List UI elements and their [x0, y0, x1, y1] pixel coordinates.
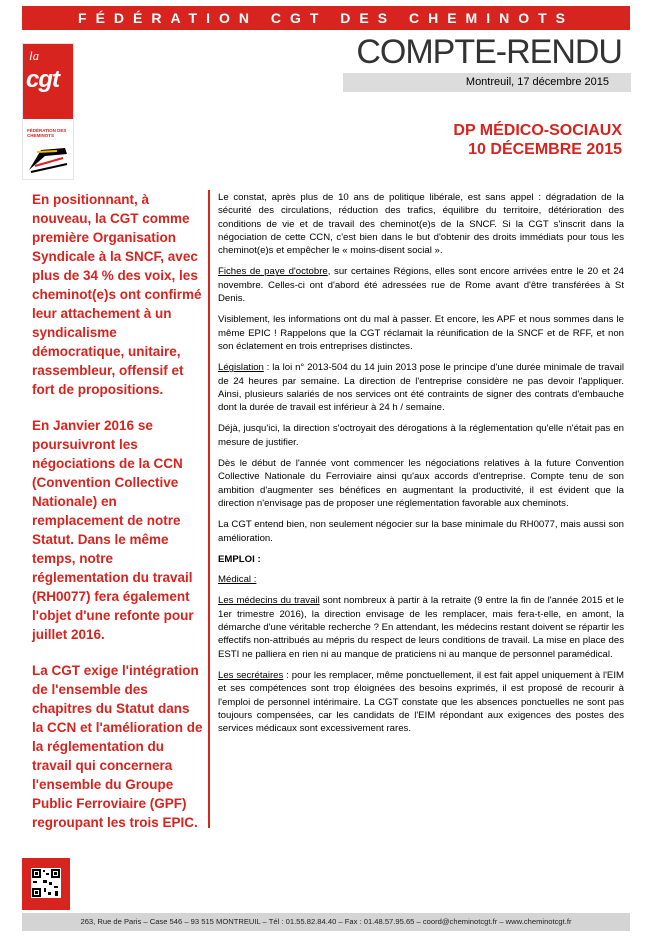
summary-paragraph-3: La CGT exige l'intégration de l'ensemble des chapitres du Statut dans la CCN et l'amélioration de la réglementation du travail qui concernera l'ensemble du Groupe Public Ferroviaire (GPF) regroupant les trois EPIC. — [32, 663, 203, 830]
document-title: COMPTE-RENDU — [356, 33, 622, 71]
medecins-label: Les médecins du travail — [218, 595, 320, 607]
document-date: Montreuil, 17 décembre 2015 — [343, 73, 631, 92]
left-summary-column — [32, 190, 204, 849]
body-paragraph-visiblement: Visiblement, les informations ont du mal à passer. Et encore, les APF et nous sommes dans le même EPIC ! Rappelons que la CGT réclamait la réunification de la SNCF et de RFF, et non son éclatement en trois entreprises distinctes. — [218, 314, 624, 352]
section-heading-emploi: EMPLOI : — [218, 553, 261, 565]
railway-emblem-icon — [27, 144, 69, 174]
subsection-heading-medical: Médical : — [218, 574, 257, 586]
cgt-logo — [22, 43, 74, 180]
fiches-text: , sur certaines Régions, elles sont encore arrivées entre le 20 et 24 novembre. Celles-ci ont d'abord été adressées rue de Rome avant d'être transférées à St Denis. — [218, 266, 624, 305]
summary-paragraph-2: En Janvier 2016 se poursuivront les négociations de la CCN (Convention Collective Nationale) en remplacement de notre Statut. Dans le même temps, notre réglementation du travail (RH0077) fera également l'objet d'une refonte pour juillet 2016. — [32, 418, 194, 642]
legislation-label: Législation — [218, 362, 264, 374]
secretaires-label: Les secrétaires — [218, 669, 284, 681]
body-paragraph-fiches — [218, 265, 624, 305]
medecins-text: sont nombreux à partir à la retraite (9 entre la fin de l'année 2015 et le 1er trimestre 2016), la direction envisage de les remplacer, mais fera-t-elle, en amont, la démarche d'une véritable recherche ? En attendant, les médecins restant doivent se répartir les effectifs non-attribués au mépris du respect de leurs conditions de travail. La mise en place des ESTI ne palliera en rien ni au manque de praticiens ni au manque de personnel paramédical. — [218, 595, 624, 660]
legislation-text: : la loi n° 2013-504 du 14 juin 2013 pose le principe d'une durée minimale de travail de 24 heures par semaine. La direction de l'entreprise considère ne pas devoir l'appliquer. Ainsi, plusieurs salariés de nos services ont été contraints de signer des contrats d'embauche dont la durée de travail est inférieur à 24 h / semaine. — [218, 362, 624, 414]
secretaires-text: : pour les remplacer, même ponctuellement, il est fait appel uniquement à l'EIM et ses compétences sont trop éloignées des besoins exprimés, il est proposé de recourir à l'emploi de personnel intérimaire. La CGT constate que les absences ponctuelles ne sont pas toujours compensées, car les candidats de l'EIM répondant aux exigences des postes des services médicaux sont excessivement rares. — [218, 669, 624, 735]
logo-la-text: la — [29, 48, 40, 63]
body-paragraph-secretaires — [218, 669, 624, 735]
federation-banner: FÉDÉRATION CGT DES CHEMINOTS — [22, 6, 630, 30]
logo-federation-text: FÉDÉRATION DES CHEMINOTS — [27, 128, 67, 138]
body-paragraph-rh0077: La CGT entend bien, non seulement négocier sur la base minimale du RH0077, mais aussi son amélioration. — [218, 519, 624, 544]
qr-code-icon — [22, 858, 70, 910]
logo-cgt-text: cgt — [26, 66, 59, 93]
subject-line-1: DP MÉDICO-SOCIAUX — [453, 122, 622, 139]
body-paragraph-medecins — [218, 594, 624, 660]
meeting-subject — [360, 121, 622, 159]
main-body-column — [218, 191, 624, 743]
fiches-label: Fiches de paye d'octobre — [218, 266, 328, 278]
body-paragraph-constat: Le constat, après plus de 10 ans de politique libérale, est sans appel : dégradation de la sécurité des circulations, réduction des trafics, équilibre du territoire, détérioration des conditions de vie et de travail des cheminot(e)s de la SNCF. Si la CGT s'inscrit dans la négociation de cette CCN, c'est bien dans le but d'obtenir des droits immédiats pour tous les cheminot(e)s et empêcher le « moins-disent social ». — [218, 192, 624, 257]
column-divider — [208, 190, 210, 828]
body-paragraph-derogations: Déjà, jusqu'ici, la direction s'octroyait des dérogations à la réglementation qu'elle n'était pas en mesure de justifier. — [218, 423, 624, 448]
subject-line-2: 10 DÉCEMBRE 2015 — [468, 141, 622, 158]
footer-address: 263, Rue de Paris – Case 546 – 93 515 MONTREUIL – Tél : 01.55.82.84.40 – Fax : 01.48.57.95.65 – coord@cheminotcgt.fr – www.cheminotcgt.fr — [22, 913, 630, 931]
summary-paragraph-1: En positionnant, à nouveau, la CGT comme première Organisation Syndicale à la SNCF, avec plus de 34 % des voix, les cheminot(e)s ont confirmé leur attachement à un syndicalisme démocratique, unitaire, rassembleur, offensif et fort de propositions. — [32, 192, 202, 397]
body-paragraph-negociations: Dès le début de l'année vont commencer les négociations relatives à la future Convention Collective Nationale du Ferroviaire ainsi qu'aux accords d'entreprise. Compte tenu de son ambition d'augmenter ses bénéfices en augmentant la productivité, il est évident que la direction n'envisage pas de proposer une réglementation favorable aux cheminots. — [218, 458, 624, 509]
body-paragraph-legislation — [218, 361, 624, 414]
qr-pattern-icon — [31, 868, 61, 898]
